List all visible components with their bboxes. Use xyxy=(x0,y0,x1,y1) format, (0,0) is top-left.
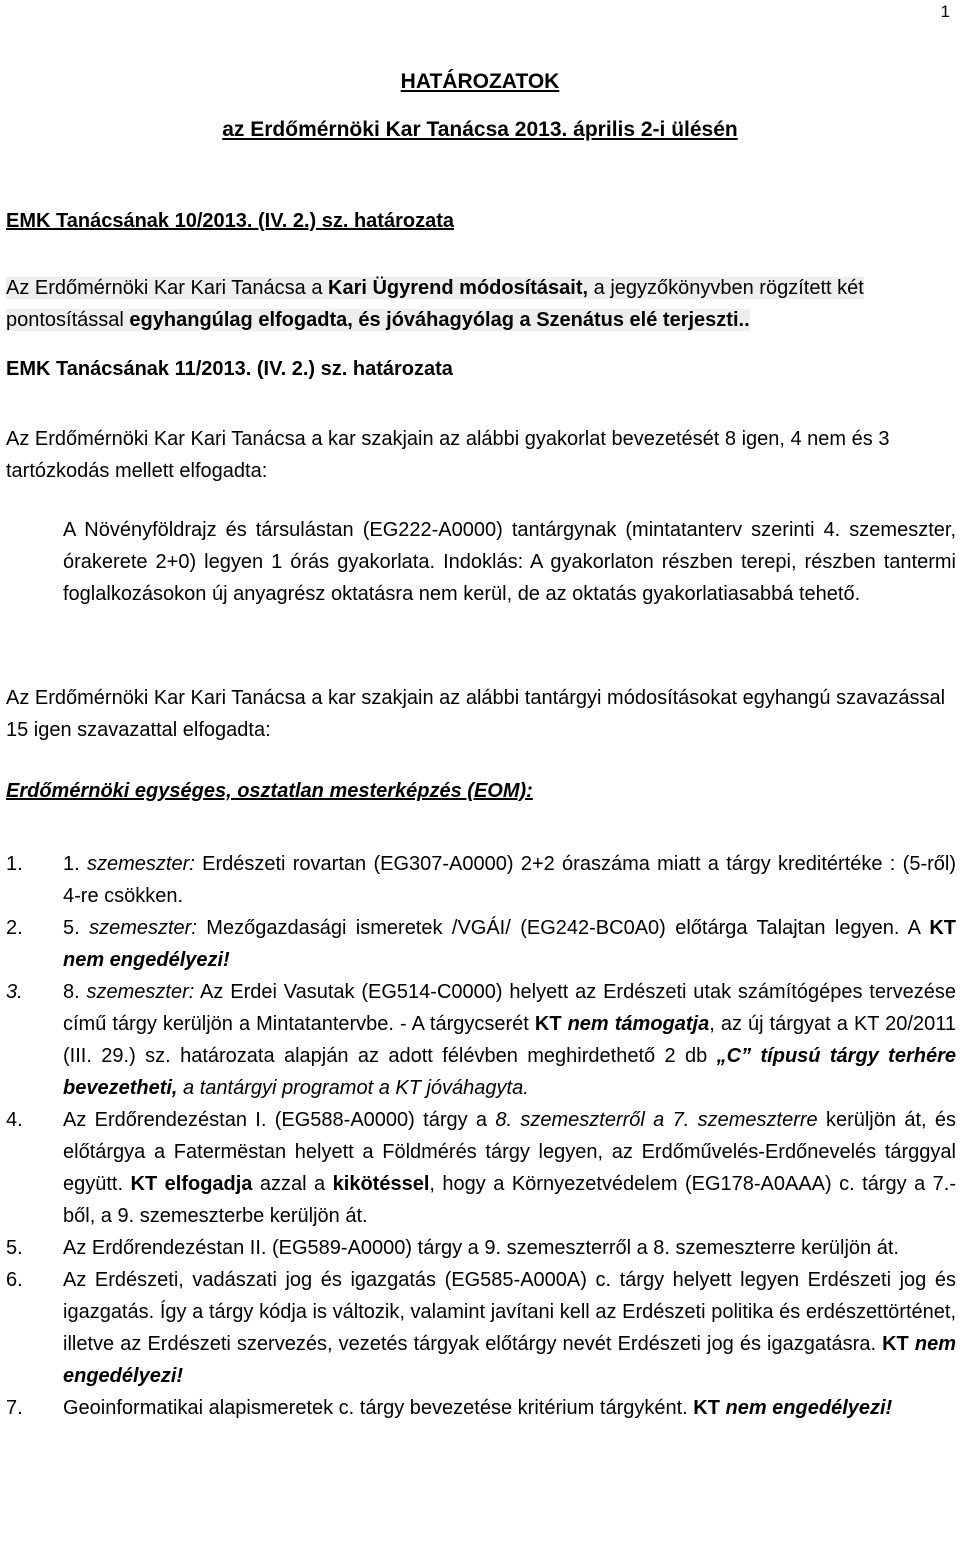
program-heading: Erdőmérnöki egységes, osztatlan mesterképzés (EOM): xyxy=(6,780,533,802)
resolution-10-heading: EMK Tanácsának 10/2013. (IV. 2.) sz. határozata xyxy=(6,210,454,232)
practice-block: A Növényföldrajz és társulástan (EG222-A0000) tantárgynak (mintatanterv szerinti 4. szemeszter, órakerete 2+0) legyen 1 órás gyakorlata. Indoklás: A gyakorlaton részben terepi, részben tantermi foglalkozásokon új anyagrész oktatásra nem kerül, de az oktatás gyakorlatiasabbá tehető. xyxy=(63,519,956,605)
list-item: 2. 5. szemeszter: Mezőgazdasági ismeretek /VGÁI/ (EG242-BC0A0) előtárga Talajtan legyen. A KT nem engedélyezi! xyxy=(6,917,956,971)
resolution-11-intro: Az Erdőmérnöki Kar Kari Tanácsa a kar szakjain az alábbi gyakorlat bevezetését 8 igen, 4 nem és 3 tartózkodás mellett elfogadta: xyxy=(6,428,890,482)
modifications-intro: Az Erdőmérnöki Kar Kari Tanácsa a kar szakjain az alábbi tantárgyi módosításokat egyhangú szavazással 15 igen szavazattal elfogadta: xyxy=(6,687,946,741)
list-item: 5. Az Erdőrendezéstan II. (EG589-A0000) tárgy a 9. szemeszterről a 8. szemeszterre kerüljön át. xyxy=(6,1237,899,1259)
modifications-list xyxy=(6,848,956,1424)
list-item: 6. Az Erdészeti, vadászati jog és igazgatás (EG585-A000A) c. tárgy helyett legyen Erdészeti jog és igazgatás. Így a tárgy kódja is változik, valamint javítani kell az Erdészeti politika és erdészettörténet, illetve az Erdészeti szervezés, vezetés tárgyak előtárgy nevét Erdészeti jog és igazgatásra. KT nem engedélyezi! xyxy=(6,1269,956,1387)
list-item: 3. 8. szemeszter: Az Erdei Vasutak (EG514-C0000) helyett az Erdészeti utak számítógépes tervezése című tárgy kerüljön a Mintatantervbe. - A tárgycserét KT nem támogatja, az új tárgyat a KT 20/2011 (III. 29.) sz. határozata alapján az adott félévben meghirdethető 2 db „C” típusú tárgy terhére bevezetheti, a tantárgyi programot a KT jóváhagyta. xyxy=(6,981,956,1099)
page-number: 1 xyxy=(940,2,950,21)
list-item: 1. 1. szemeszter: Erdészeti rovartan (EG307-A0000) 2+2 óraszáma miatt a tárgy kreditértéke : (5-ről) 4-re csökken. xyxy=(6,853,956,907)
list-item: 7. Geoinformatikai alapismeretek c. tárgy bevezetése kritérium tárgyként. KT nem engedélyezi! xyxy=(6,1397,893,1419)
document-title: HATÁROZATOK xyxy=(400,70,560,93)
resolution-10-text: Az Erdőmérnöki Kar Kari Tanácsa a Kari Ügyrend módosításait, a jegyzőkönyvben rögzített két pontosítással egyhangúlag elfogadta, és jóváhagyólag a Szenátus elé terjeszti.. xyxy=(6,277,864,331)
resolution-11-heading: EMK Tanácsának 11/2013. (IV. 2.) sz. határozata xyxy=(6,358,453,380)
document-subtitle: az Erdőmérnöki Kar Tanácsa 2013. április 2-i ülésén xyxy=(222,118,738,141)
list-item: 4. Az Erdőrendezéstan I. (EG588-A0000) tárgy a 8. szemeszterről a 7. szemeszterre kerüljön át, és előtárgya a Fatermёstan helyett a Földmérés tárgy legyen, az Erdőművelés-Erdőnevelés tárggyal együtt. KT elfogadja azzal a kikötéssel, hogy a Környezetvédelem (EG178-A0AAA) c. tárgy a 7.-ből, a 9. szemeszterbe kerüljön át. xyxy=(6,1109,957,1227)
